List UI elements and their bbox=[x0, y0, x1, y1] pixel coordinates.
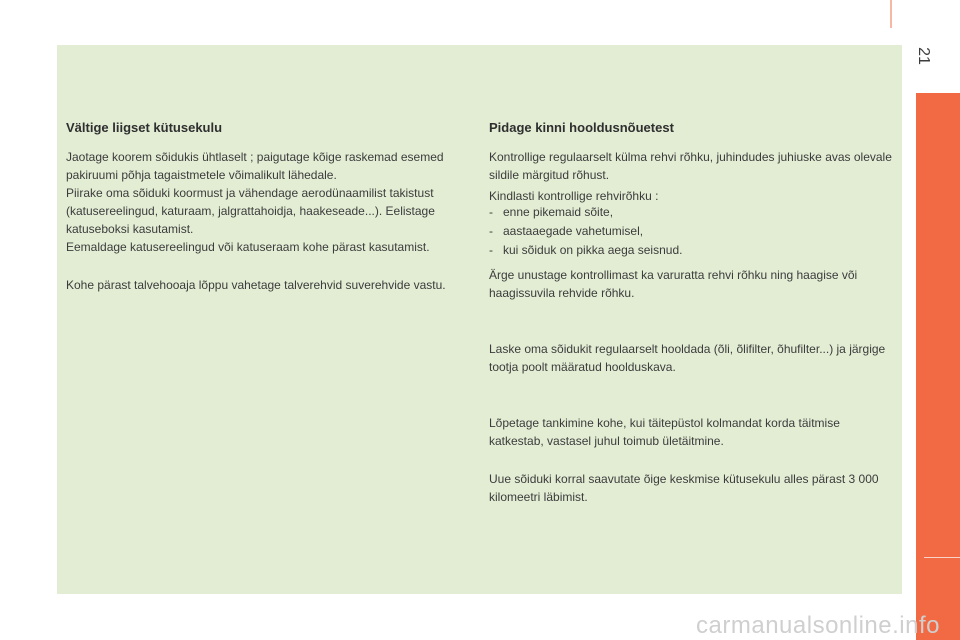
left-paragraph-4: Kohe pärast talvehooaja lõppu vahetage talverehvid suverehvide vastu. bbox=[66, 278, 446, 292]
right-section-title: Pidage kinni hooldusnõuetest bbox=[489, 120, 674, 135]
left-paragraph-2: Piirake oma sõiduki koormust ja vähendage aerodünaamilist takistust (katusereelingud, katuraam, jalgrattahoidja, haakeseade...). Eelistage katuseboksi kasutamist. bbox=[66, 186, 435, 236]
left-column bbox=[66, 120, 471, 294]
right-paragraph-2: Kindlasti kontrollige rehvirõhku : bbox=[489, 189, 659, 203]
chapter-tab-line bbox=[924, 557, 960, 558]
page-number: 21 bbox=[915, 47, 932, 65]
left-paragraph-1: Jaotage koorem sõidukis ühtlaselt ; paigutage kõige raskemad esemed pakiruumi põhja tagaistmetele võimalikult lähedale. bbox=[66, 150, 444, 182]
list-item: - aastaaegade vahetumisel, bbox=[489, 222, 894, 241]
right-paragraph-1: Kontrollige regulaarselt külma rehvi rõhku, juhindudes juhiuske avas olevale sildile märgitud rõhust. bbox=[489, 150, 892, 182]
right-column bbox=[489, 120, 894, 506]
check-list bbox=[489, 203, 894, 260]
list-item: - kui sõiduk on pikka aega seisnud. bbox=[489, 241, 894, 260]
list-item: - enne pikemaid sõite, bbox=[489, 203, 894, 222]
top-divider-line bbox=[890, 0, 892, 28]
left-section-title: Vältige liigset kütusekulu bbox=[66, 120, 223, 135]
watermark: carmanualsonline.info bbox=[696, 612, 940, 639]
right-paragraph-3: Ärge unustage kontrollimast ka varuratta rehvi rõhku ning haagise või haagissuvila rehvide rõhku. bbox=[489, 268, 858, 300]
right-paragraph-4: Laske oma sõidukit regulaarselt hooldada (õli, õlifilter, õhufilter...) ja järgige tootja poolt määratud hoolduskava. bbox=[489, 342, 886, 374]
right-paragraph-6: Uue sõiduki korral saavutate õige keskmise kütusekulu alles pärast 3 000 kilomeetri läbimist. bbox=[489, 472, 879, 504]
right-paragraph-5: Lõpetage tankimine kohe, kui täitepüstol kolmandat korda täitmise katkestab, vastasel juhul toimub ületäitmine. bbox=[489, 416, 840, 448]
left-paragraph-3: Eemaldage katusereelingud või katuseraam kohe pärast kasutamist. bbox=[66, 240, 430, 254]
